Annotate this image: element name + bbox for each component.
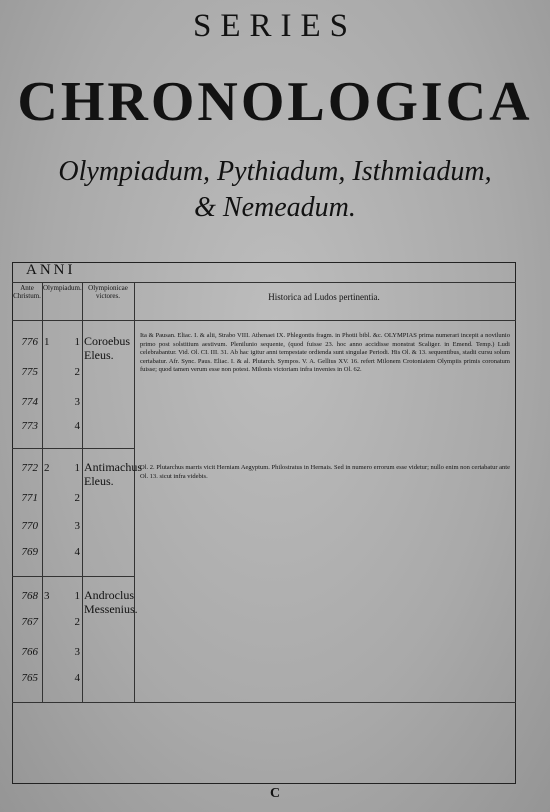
- year-cell: 771: [21, 492, 38, 504]
- anni-heading: ANNI: [26, 262, 76, 278]
- year-ordinal: 2: [74, 492, 80, 504]
- group-divider-2: [12, 576, 134, 577]
- year-ordinal: 3: [74, 396, 80, 408]
- col-head-ante-christum: Ante Christum.: [13, 284, 41, 300]
- olympiad-number: 3: [44, 590, 50, 602]
- column-header-rule: [12, 320, 516, 321]
- year-ordinal: 1: [74, 336, 80, 348]
- year-cell: 768: [21, 590, 38, 602]
- year-cell: 767: [21, 616, 38, 628]
- victor-name: Androclus Messenius.: [84, 588, 138, 616]
- col-head-olympionicae: Olympionicae victores.: [88, 284, 128, 300]
- year-cell: 775: [21, 366, 38, 378]
- year-cell: 774: [21, 396, 38, 408]
- title-series: SERIES: [192, 8, 358, 44]
- year-ordinal: 4: [74, 672, 80, 684]
- year-ordinal: 2: [74, 616, 80, 628]
- subtitle-line-1: Olympiadum, Pythiadum, Isthmiadum,: [58, 156, 492, 187]
- table-bottom-rule: [12, 702, 516, 703]
- year-cell: 766: [21, 646, 38, 658]
- year-cell: 765: [21, 672, 38, 684]
- year-ordinal: 1: [74, 590, 80, 602]
- signature-mark: C: [269, 786, 281, 801]
- historical-note: Ol. 2. Plutarchus marris vicit Herniam Aegyptum. Philostratus in Hernais. Sed in numero errorum esse videtur; nullo enim non certabatur ante Ol. 13. sicut infra videbis.: [140, 464, 510, 480]
- year-ordinal: 1: [74, 462, 80, 474]
- year-cell: 773: [21, 420, 38, 432]
- group-divider-1: [12, 448, 134, 449]
- year-cell: 776: [21, 336, 38, 348]
- col-divider-1: [42, 282, 43, 702]
- victor-name: Coroebus Eleus.: [84, 334, 130, 362]
- year-ordinal: 4: [74, 420, 80, 432]
- year-cell: 772: [21, 462, 38, 474]
- col-head-olympiadum: Olympiadum.: [43, 284, 82, 292]
- col-divider-3: [134, 282, 135, 702]
- historical-note: Ita & Pausan. Eliac. I. & alii, Strabo VIII. Athenaei IX. Phlegontis fragm. in Photii bibl. &c. OLYMPIAS prima numerari incepit a novilunio primo post solstitium aestivum. Plenilunio sequente, (quod fuisse 23. hoc anno accidisse monstrat Scaliger. in Emend. Temp.) Ludi celebrabantur. Vid. Ol. CI. III. 31. Ab hac igitur anni tempestate ordienda sunt singulae Periodi. His Ol. & 13. sequentibus, stadii cursu solum certabatur. Afr. Sync. Paus. Eliac. I. & al. Plutarch. Sympos. V. A. Gellius XV. 16. refert Milonem Crotoniatem Olympiis primis coronatum fuisse; quod tamen verum esse non potest. Milonis victoriam infra invenies in Ol. 62.: [140, 332, 510, 373]
- col-divider-2: [82, 282, 83, 702]
- year-ordinal: 3: [74, 646, 80, 658]
- year-cell: 769: [21, 546, 38, 558]
- subtitle-line-2: & Nemeadum.: [194, 192, 356, 223]
- col-head-historica: Historica ad Ludos pertinentia.: [268, 292, 380, 302]
- olympiad-number: 2: [44, 462, 50, 474]
- header-rule: [12, 282, 516, 283]
- title-chronologica: CHRONOLOGICA: [17, 71, 533, 133]
- year-ordinal: 2: [74, 366, 80, 378]
- olympiad-number: 1: [44, 336, 50, 348]
- year-ordinal: 3: [74, 520, 80, 532]
- year-cell: 770: [21, 520, 38, 532]
- victor-name: Antimachus Eleus.: [84, 460, 142, 488]
- year-ordinal: 4: [74, 546, 80, 558]
